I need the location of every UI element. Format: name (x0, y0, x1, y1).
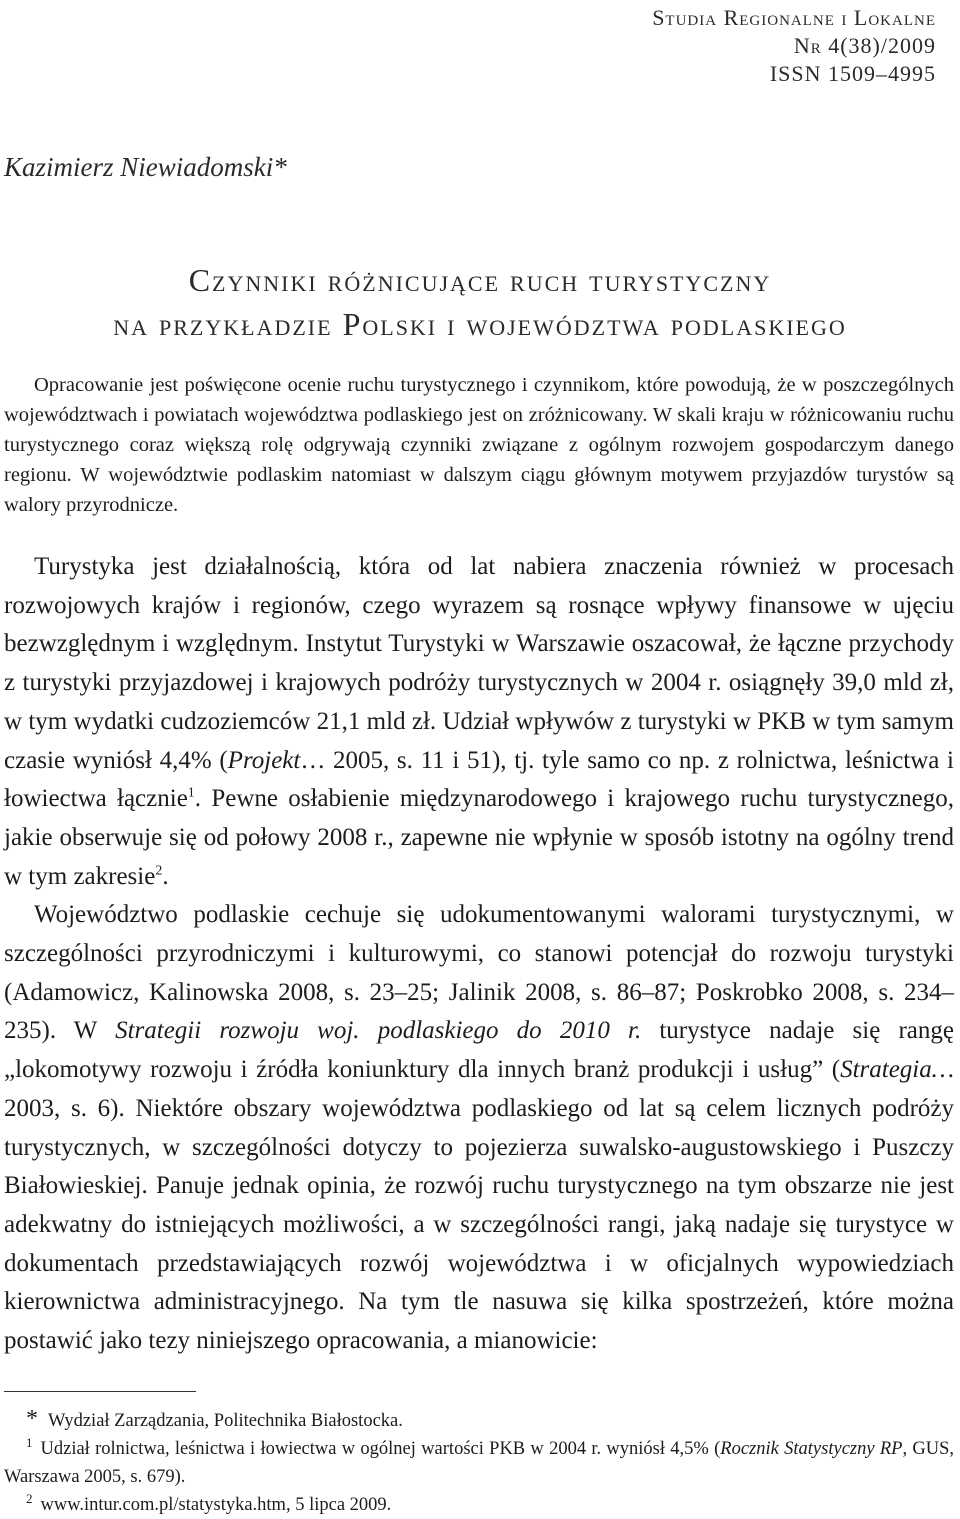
footnote-1-text-a: Udział rolnictwa, leśnictwa i łowiectwa w ogólnej wartości PKB w 2004 r. wyniósł 4,5% ( (40, 1439, 721, 1459)
footnote-ref-2[interactable]: 2 (155, 863, 163, 879)
footnote-2-link[interactable]: www.intur.com.pl/statystyka.htm, 5 lipca 2009. (40, 1495, 392, 1515)
footnote-1-italic: Rocznik Statystyczny RP (720, 1439, 903, 1459)
p1-text-a: Turystyka jest działalnością, która od lat nabiera znaczenia również w procesach rozwojowych krajów i regionów, czego wyrazem są rosnące wpływy finansowe w ujęciu bezwzględnym i względnym. Instytut Turystyki w Warszawie oszacował, że łączne przychody z turystyki przyjazdowej i krajowych podróży turystycznych w 2004 r. osiągnęły 39,0 mld zł, w tym wydatki cudzoziemców 21,1 mld zł. Udział wpływów z turystyki w PKB w tym samym czasie wyniósł 4,4% ( (4, 553, 954, 774)
footnote-ref-1[interactable]: 1 (187, 785, 195, 801)
article-title (0, 258, 960, 346)
p2-italic-b: Strategia… (840, 1056, 954, 1084)
abstract: Opracowanie jest poświęcone ocenie ruchu turystycznego i czynnikom, które powodują, że w poszczególnych województwach i powiatach województwa podlaskiego jest on zróżnicowany. W skali kraju w różnicowaniu ruchu turystycznego coraz większą rolę odgrywają czynniki związane z ogólnym rozwojem gospodarczym danego regionu. W województwie podlaskim natomiast w dalszym ciągu głównym motywem przyjazdów turystów są walory przyrodnicze. (4, 374, 954, 516)
p1-text-b: … 2005, s. 11 i 51), tj. tyle samo co np. z rolnictwa, leśnictwa i łowiectwa łącznie (4, 746, 954, 813)
footnote-star-mark: * (26, 1406, 38, 1432)
article-body (4, 548, 954, 1361)
footnote-1 (4, 1435, 954, 1491)
p2-italic-a: Strategii rozwoju woj. podlaskiego do 2010 r. (115, 1017, 642, 1045)
journal-header (652, 4, 936, 88)
journal-issn: ISSN 1509–4995 (769, 61, 936, 86)
p1-text-c: . Pewne osłabienie międzynarodowego i krajowego ruchu turystycznego, jakie obserwuje się od połowy 2008 r., zapewne nie wpłynie w sposób istotny na ogólny trend w tym zakresie (4, 785, 955, 890)
p1-italic-a: Projekt (227, 746, 301, 774)
journal-name: Studia Regionalne i Lokalne (652, 5, 936, 30)
p1-text-d: . (162, 862, 169, 890)
footnote-author-text: Wydział Zarządzania, Politechnika Białostocka. (48, 1411, 403, 1431)
journal-issue: Nr 4(38)/2009 (793, 33, 936, 58)
p2-text-a: Województwo podlaskie cechuje się udokumentowanymi walorami turystycznymi, w szczególności przyrodniczymi i kulturowymi, co stanowi potencjał do rozwoju turystyki (Adamowicz, Kalinowska 2008, s. 23–25; Jalinik 2008, s. 86–87; Poskrobko 2008, s. 234–235). W (4, 901, 954, 1045)
footnote-divider (4, 1391, 196, 1392)
p2-text-c: 2003, s. 6). Niektóre obszary województwa podlaskiego od lat są celem licznych podróży turystycznych, w szczególności dotyczy to pojezierza suwalsko-augustowskiego i Puszczy Białowieskiej. Panuje jednak opinia, że rozwój ruchu turystycznego na tym obszarze nie jest adekwatny do istniejących możliwości, a w szczególności rangi, jaką nadaje się turystyce w dokumentach przedstawiających rozwój województwa i w oficjalnych wypowiedziach kierownictwa administracyjnego. Na tym tle nasuwa się kilka spostrzeżeń, które można postawić jako tezy niniejszego opracowania, a mianowicie: (4, 1094, 954, 1355)
footnote-1-mark: 1 (26, 1434, 33, 1450)
footnote-1-text-b: , GUS, Warszawa 2005, s. 679). (4, 1439, 955, 1487)
body-paragraph-1 (4, 548, 954, 896)
title-line-2: na przykładzie Polski i województwa podlaskiego (113, 306, 847, 342)
footnote-2-mark: 2 (26, 1490, 33, 1506)
p2-text-b: turystyce nadaje się rangę „lokomotywy rozwoju i źródła koniunktury dla innych branż produkcji i usług” ( (4, 1017, 954, 1084)
footnote-2 (4, 1491, 954, 1519)
body-paragraph-2 (4, 896, 954, 1360)
footnote-author (4, 1405, 954, 1435)
author-name: Kazimierz Niewiadomski* (4, 152, 287, 182)
footnotes (4, 1405, 954, 1519)
title-line-1: Czynniki różnicujące ruch turystyczny (188, 262, 772, 298)
